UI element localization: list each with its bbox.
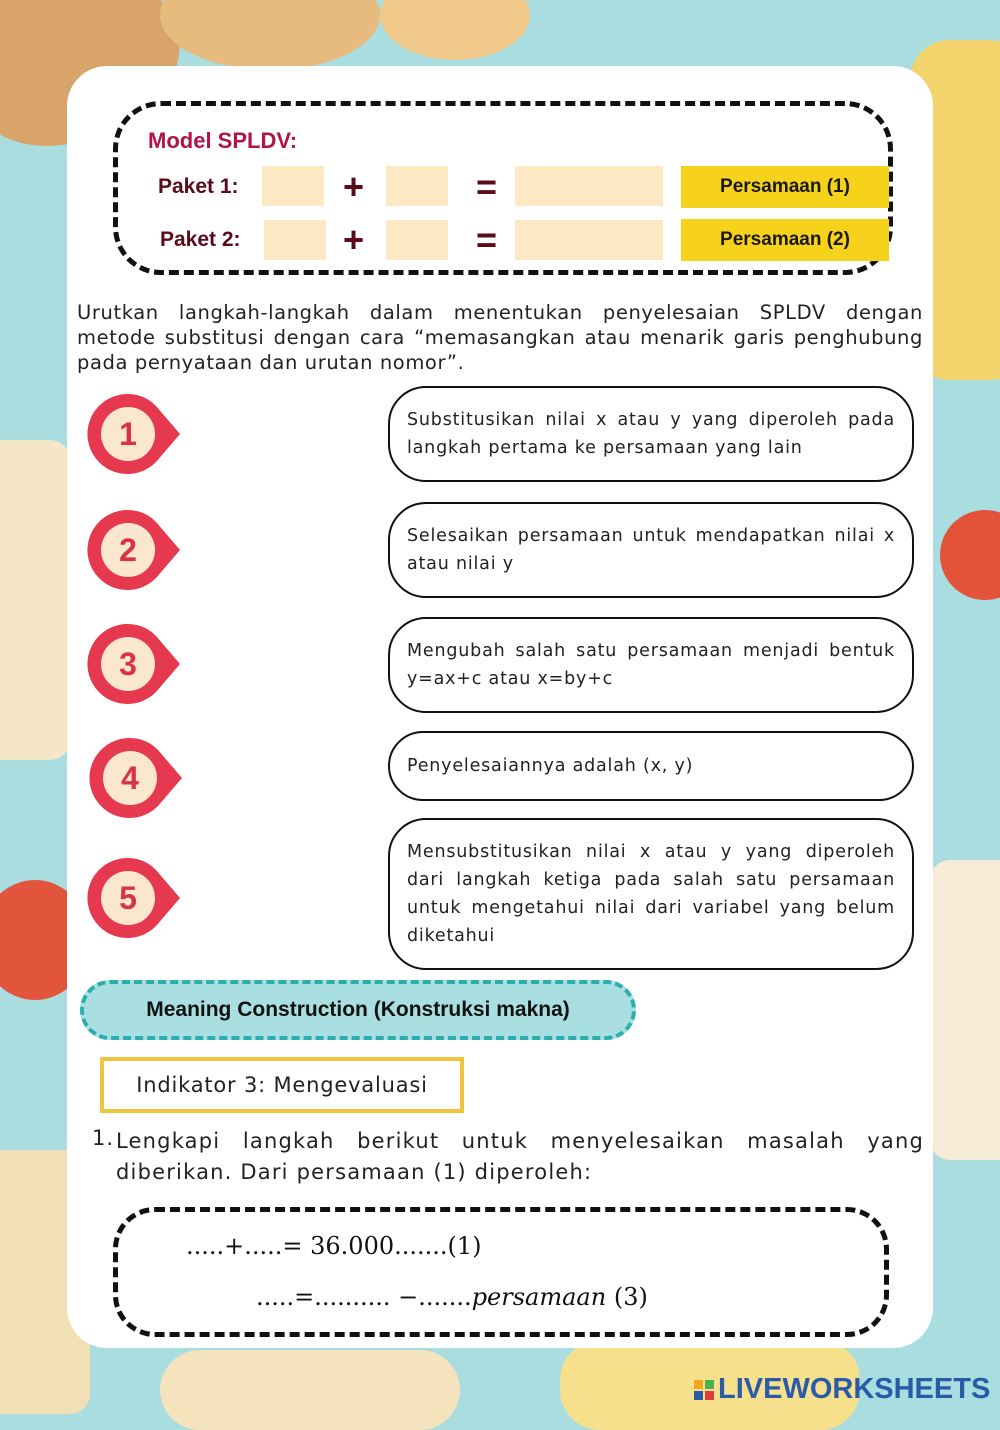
plus-sign: + xyxy=(343,219,365,260)
plus-sign: + xyxy=(343,166,365,207)
paket-2-label: Paket 2: xyxy=(160,228,241,251)
logo-text: LIVEWORKSHEETS xyxy=(718,1373,991,1405)
meaning-construction-heading: Meaning Construction (Konstruksi makna) xyxy=(80,980,636,1040)
paket-1-input-a[interactable] xyxy=(262,166,324,206)
badge-number: 4 xyxy=(121,759,139,796)
step-statement-5[interactable] xyxy=(388,818,914,970)
paket-1-input-b[interactable] xyxy=(386,166,448,206)
paket-1-input-total[interactable] xyxy=(515,166,663,206)
equals-sign: = xyxy=(476,219,498,260)
number-badge-4[interactable] xyxy=(86,738,186,818)
equation-line-2-ref: (3) xyxy=(613,1283,648,1311)
bread-illustration xyxy=(160,0,380,70)
step-text: Mengubah salah satu persamaan menjadi bentuk y=ax+c atau x=by+c xyxy=(407,641,895,689)
badge-number: 5 xyxy=(119,879,137,916)
step-text: Selesaikan persamaan untuk mendapatkan nilai x atau nilai y xyxy=(407,526,895,574)
equation-box xyxy=(113,1207,889,1337)
equation-line-2-var: persamaan xyxy=(471,1283,607,1311)
equation-line-2-left: .....=.......... −....... xyxy=(256,1283,472,1311)
paket-2-input-b[interactable] xyxy=(386,220,448,260)
step-statement-3[interactable] xyxy=(388,617,914,713)
number-badge-3[interactable] xyxy=(84,624,184,704)
number-badge-5[interactable] xyxy=(84,858,184,938)
persamaan-1-tag: Persamaan (1) xyxy=(681,166,889,208)
question-text: Lengkapi langkah berikut untuk menyelesaikan masalah yang diberikan. Dari persamaan (1) diperoleh: xyxy=(116,1129,924,1184)
number-badge-1[interactable] xyxy=(84,394,184,474)
step-statement-4[interactable] xyxy=(388,731,914,801)
badge-number: 2 xyxy=(119,531,137,568)
tomato-illustration xyxy=(940,510,1000,600)
liveworksheets-icon xyxy=(694,1380,714,1400)
flour-bag-illustration xyxy=(0,440,70,760)
equals-sign: = xyxy=(476,166,498,207)
instruction-text: Urutkan langkah-langkah dalam menentukan penyelesaian SPLDV dengan metode substitusi dengan cara “memasangkan atau menarik garis penghubung pada pernyataan dan urutan nomor”. xyxy=(77,301,923,374)
indikator-label: Indikator 3: Mengevaluasi xyxy=(100,1057,464,1113)
question-number: 1. xyxy=(92,1126,115,1150)
liveworksheets-logo[interactable] xyxy=(694,1373,990,1406)
step-text: Penyelesaiannya adalah (x, y) xyxy=(407,756,694,776)
step-text: Substitusikan nilai x atau y yang diperoleh pada langkah pertama ke persamaan yang lain xyxy=(407,410,895,458)
step-statement-1[interactable] xyxy=(388,386,914,482)
step-text: Mensubstitusikan nilai x atau y yang diperoleh dari langkah ketiga pada salah satu persamaan untuk mengetahui nilai dari variabel yang belum diketahui xyxy=(407,842,895,946)
equation-line-2[interactable] xyxy=(256,1283,648,1311)
persamaan-2-tag: Persamaan (2) xyxy=(681,219,889,261)
model-title: Model SPLDV: xyxy=(148,128,298,153)
badge-number: 1 xyxy=(119,415,137,452)
flour-bag-illustration xyxy=(930,860,1000,1160)
bread-illustration xyxy=(160,1350,460,1430)
equation-line-1[interactable]: .....+.....= 36.000.......(1) xyxy=(186,1232,482,1260)
paket-2-input-total[interactable] xyxy=(515,220,663,260)
badge-number: 3 xyxy=(119,645,137,682)
paket-1-label: Paket 1: xyxy=(158,175,239,198)
step-statement-2[interactable] xyxy=(388,502,914,598)
number-badge-2[interactable] xyxy=(84,510,184,590)
bread-illustration xyxy=(380,0,530,60)
paket-2-input-a[interactable] xyxy=(264,220,326,260)
